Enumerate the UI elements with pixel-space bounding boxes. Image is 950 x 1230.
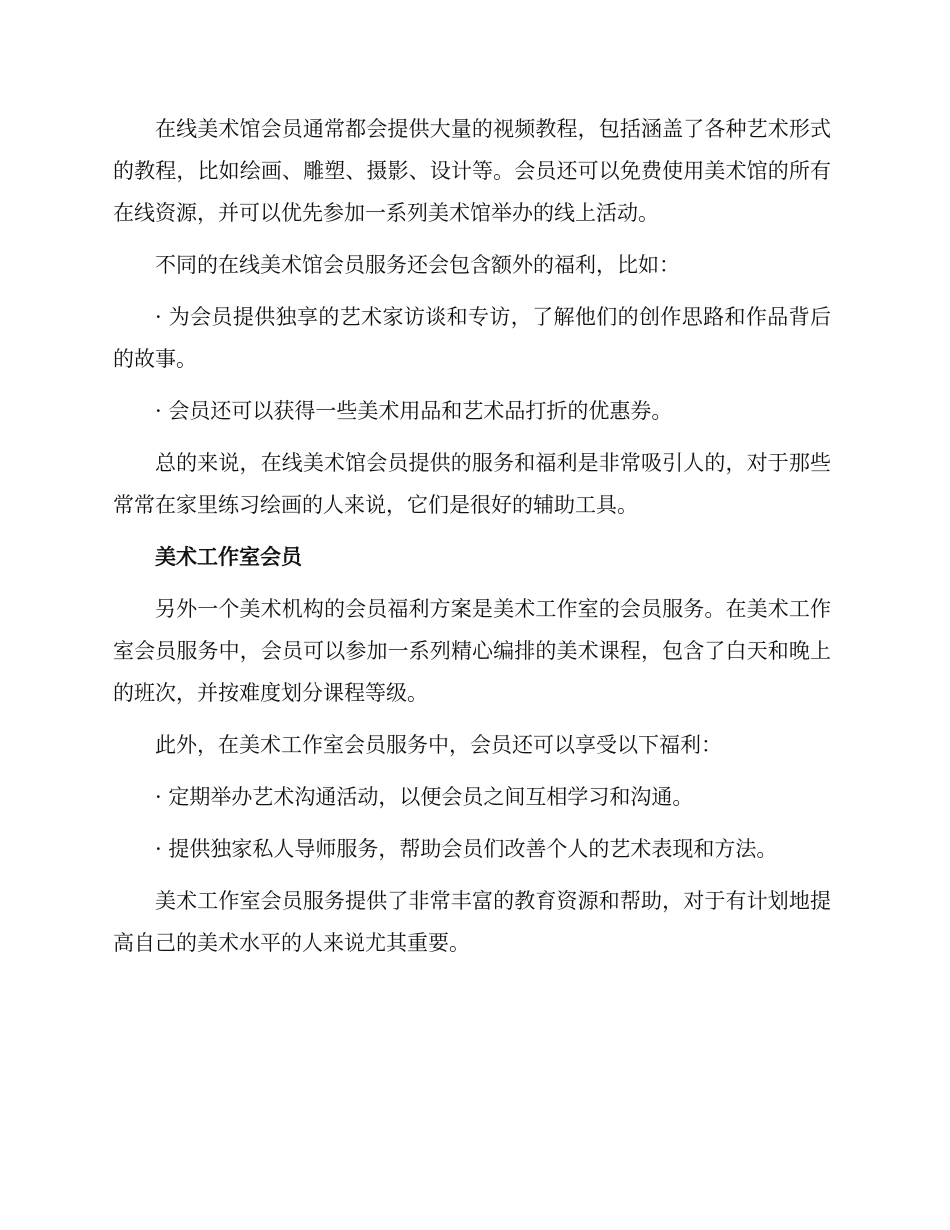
paragraph-studio-intro: 另外一个美术机构的会员福利方案是美术工作室的会员服务。在美术工作室会员服务中，会员可以参加一系列精心编排的美术课程，包含了白天和晚上的班次，并按难度划分课程等级。 — [113, 597, 831, 705]
section-heading-studio-membership: 美术工作室会员 — [155, 545, 302, 569]
bullet-artist-interviews: · 为会员提供独享的艺术家访谈和专访，了解他们的创作思路和作品背后的故事。 — [113, 305, 831, 371]
bullet-private-tutor: · 提供独家私人导师服务，帮助会员们改善个人的艺术表现和方法。 — [155, 837, 778, 861]
paragraph-online-museum-summary: 总的来说，在线美术馆会员提供的服务和福利是非常吸引人的，对于那些常常在家里练习绘画的人来说，它们是很好的辅助工具。 — [113, 451, 831, 517]
paragraph-studio-benefits-intro: 此外，在美术工作室会员服务中，会员还可以享受以下福利： — [155, 733, 722, 757]
paragraph-studio-summary: 美术工作室会员服务提供了非常丰富的教育资源和帮助，对于有计划地提高自己的美术水平的人来说尤其重要。 — [113, 889, 831, 955]
bullet-art-communication-events: · 定期举办艺术沟通活动，以便会员之间互相学习和沟通。 — [155, 785, 694, 809]
paragraph-extra-benefits-intro: 不同的在线美术馆会员服务还会包含额外的福利，比如： — [155, 253, 680, 277]
paragraph-online-museum-intro: 在线美术馆会员通常都会提供大量的视频教程，包括涵盖了各种艺术形式的教程，比如绘画、雕塑、摄影、设计等。会员还可以免费使用美术馆的所有在线资源，并可以优先参加一系列美术馆举办的线上活动。 — [113, 117, 831, 225]
bullet-discount-coupons: · 会员还可以获得一些美术用品和艺术品打折的优惠券。 — [155, 399, 673, 423]
document-body — [113, 108, 831, 974]
